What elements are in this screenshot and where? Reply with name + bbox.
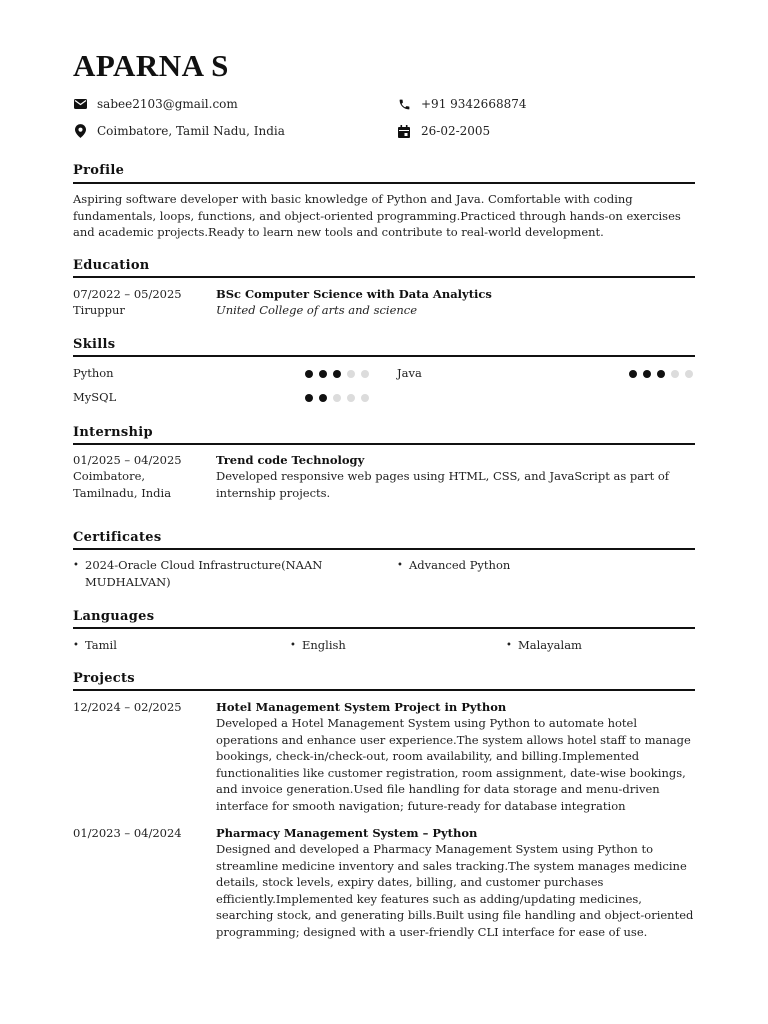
project-description: Designed and developed a Pharmacy Management System using Python to streamline medicine inventory and sales tracking.The system manages medicine details, stock levels, expiry dates, billing, and customer purchases efficiently.Implemented key features such as adding/updating medicines, searching stock, and generating bills.Built using file handling and object-oriented programming; designed with a user-friendly CLI interface for ease of use. (216, 842, 694, 939)
filled-dot-icon (305, 394, 313, 402)
empty-dot-icon (333, 394, 341, 402)
filled-dot-icon (319, 370, 327, 378)
empty-dot-icon (685, 370, 693, 378)
bullet-icon: • (73, 640, 79, 651)
internship-company: Trend code Technology (216, 453, 365, 467)
project-description: Developed a Hotel Management System using Python to automate hotel operations and enhance user experience.The system allows hotel staff to manage bookings, check-in/check-out, room availability, and billing.Implemented functionalities like customer registration, room assignment, date-wise bookings, and invoice generation.Used file handling for data storage and menu-driven interface for smooth navigation; future-ready for database integration (216, 716, 691, 813)
bullet-icon: • (290, 640, 296, 651)
bullet-icon: • (397, 560, 403, 571)
phone-contact (397, 97, 527, 111)
filled-dot-icon (629, 370, 637, 378)
skill-level-dots (629, 370, 693, 378)
empty-dot-icon (361, 370, 369, 378)
email-text[interactable]: sabee2103@gmail.com (97, 97, 238, 111)
bullet-icon: • (506, 640, 512, 651)
project-name: Hotel Management System Project in Python (216, 700, 507, 714)
internship-place: Coimbatore, Tamilnadu, India (73, 469, 172, 500)
empty-dot-icon (671, 370, 679, 378)
bullet-icon: • (73, 560, 79, 571)
project-name: Pharmacy Management System – Python (216, 826, 478, 840)
languages-heading: Languages (73, 609, 155, 624)
education-dates: 07/2022 – 05/2025 (73, 287, 182, 301)
education-school: United College of arts and science (216, 303, 418, 317)
phone-icon (397, 97, 411, 111)
internship-description: Developed responsive web pages using HTML, CSS, and JavaScript as part of internship projects. (216, 469, 670, 500)
language-item (73, 637, 117, 655)
education-divider (73, 276, 695, 278)
projects-heading: Projects (73, 671, 135, 686)
email-contact (73, 97, 238, 111)
profile-heading: Profile (73, 163, 125, 178)
profile-text: Aspiring software developer with basic knowledge of Python and Java. Comfortable with coding fundamentals, loops, functions, and object-oriented programming.Practiced through hands-on exercises and academic projects.Ready to learn new tools and contribute to real-world development. (73, 192, 681, 239)
certificates-heading: Certificates (73, 530, 162, 545)
empty-dot-icon (347, 394, 355, 402)
languages-divider (73, 627, 695, 629)
filled-dot-icon (305, 370, 313, 378)
language-label: English (302, 638, 346, 652)
filled-dot-icon (643, 370, 651, 378)
dob-text: 26-02-2005 (421, 124, 491, 138)
location-text: Coimbatore, Tamil Nadu, India (97, 124, 285, 138)
skill-name: MySQL (73, 390, 117, 404)
profile-divider (73, 182, 695, 184)
language-item (506, 637, 582, 655)
certificates-divider (73, 548, 695, 550)
skills-divider (73, 355, 695, 357)
empty-dot-icon (361, 394, 369, 402)
empty-dot-icon (347, 370, 355, 378)
education-heading: Education (73, 258, 150, 273)
dob-contact (397, 124, 490, 138)
certificate-item (73, 557, 353, 590)
internship-divider (73, 443, 695, 445)
education-place: Tiruppur (73, 303, 125, 317)
internship-heading: Internship (73, 425, 153, 440)
envelope-icon (73, 97, 87, 111)
education-degree: BSc Computer Science with Data Analytics (216, 287, 492, 301)
location-contact (73, 124, 285, 138)
skill-level-dots (305, 370, 369, 378)
internship-dates: 01/2025 – 04/2025 (73, 453, 182, 467)
skill-level-dots (305, 394, 369, 402)
calendar-icon (397, 124, 411, 138)
certificate-label: Advanced Python (409, 558, 511, 572)
language-item (290, 637, 346, 655)
location-pin-icon (73, 124, 87, 138)
certificate-label: 2024-Oracle Cloud Infrastructure(NAAN MUDHALVAN) (85, 558, 323, 589)
filled-dot-icon (319, 394, 327, 402)
project-dates: 12/2024 – 02/2025 (73, 700, 182, 714)
project-dates: 01/2023 – 04/2024 (73, 826, 182, 840)
candidate-name: APARNA S (73, 48, 229, 83)
filled-dot-icon (333, 370, 341, 378)
certificate-item (397, 557, 687, 575)
phone-text: +91 9342668874 (421, 97, 527, 111)
projects-divider (73, 689, 695, 691)
skills-heading: Skills (73, 337, 116, 352)
skill-name: Java (397, 366, 422, 380)
language-label: Tamil (85, 638, 117, 652)
filled-dot-icon (657, 370, 665, 378)
skill-name: Python (73, 366, 114, 380)
language-label: Malayalam (518, 638, 582, 652)
